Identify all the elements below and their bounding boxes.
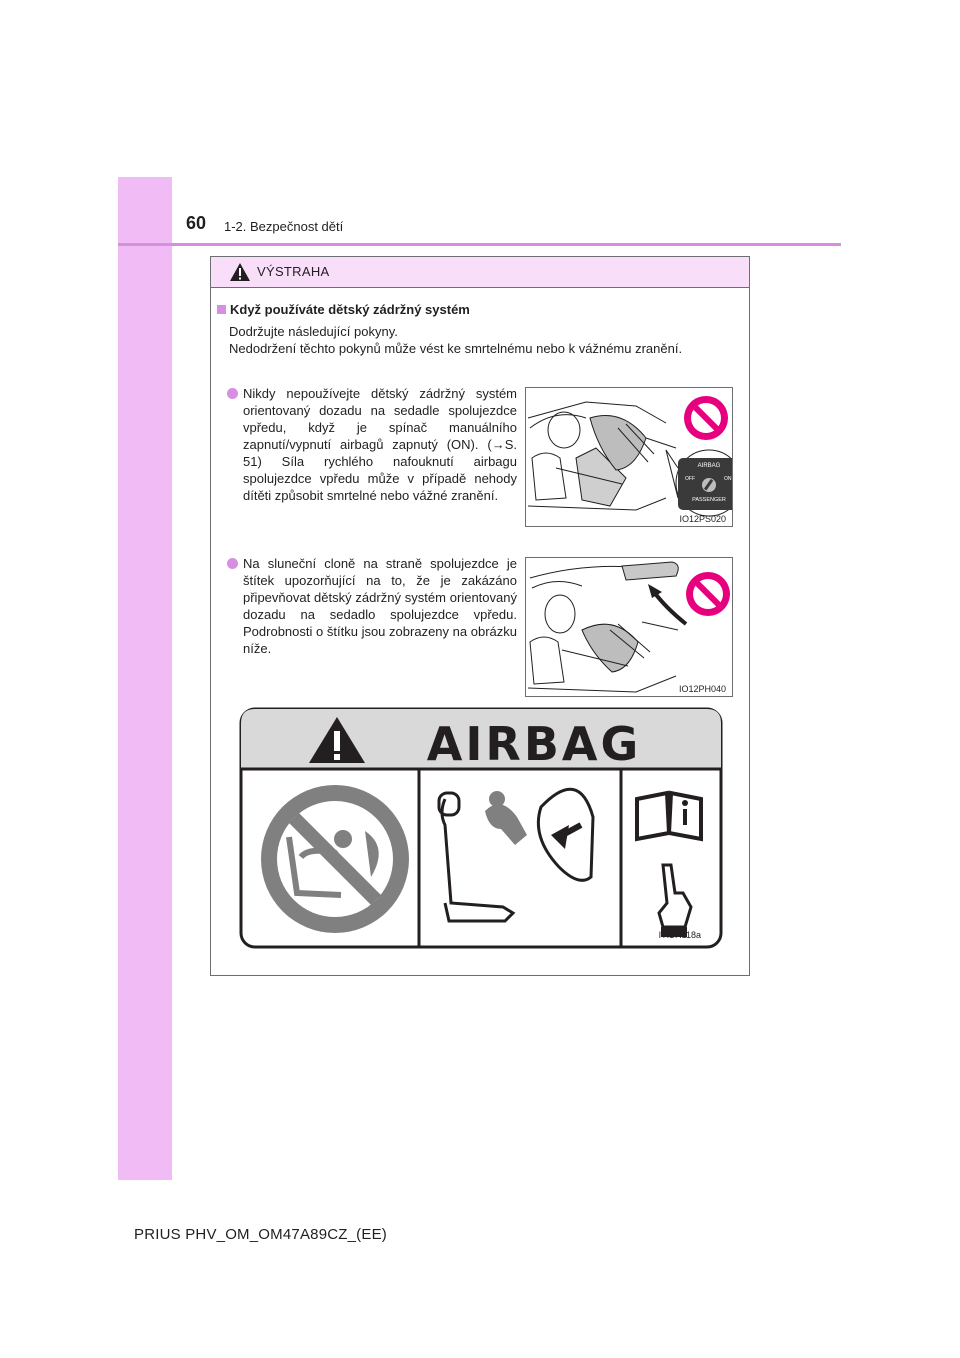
car-sun-visor-illustration xyxy=(526,558,733,697)
footer-doc-code: PRIUS PHV_OM_OM47A89CZ_(EE) xyxy=(134,1226,387,1243)
warning-triangle-icon xyxy=(229,262,251,282)
figure-sun-visor-label-location xyxy=(525,557,733,697)
figure-1-code: IO12PS020 xyxy=(679,514,726,524)
warning-item-1 xyxy=(227,385,517,504)
warning-heading xyxy=(217,302,470,317)
airbag-warning-label xyxy=(239,707,723,952)
warning-item-1-text: Nikdy nepoužívejte dětský zádržný systém orientovaný dozadu na sedadle spolujezdce vpředu, když je spínač manuálního zapnutí/vypnutí airbagů zapnutý (ON). (→S. 51) Síla rychlého nafouknutí airbagu spolujezdce vpředu může v případě nehody dítěti způsobit smrtelné nebo vážné zranění. xyxy=(243,386,517,503)
page-number: 60 xyxy=(186,213,207,233)
airbag-label-illustration xyxy=(239,707,723,952)
chapter-side-tab xyxy=(118,177,172,1180)
panel-airbag-text: AIRBAG xyxy=(697,463,721,469)
warning-item-2 xyxy=(227,555,517,657)
header-rule xyxy=(118,243,841,246)
round-bullet-icon xyxy=(227,388,238,399)
prohibition-sign-icon xyxy=(684,396,728,440)
prohibition-sign-icon xyxy=(686,572,730,616)
no-child-seat-icon xyxy=(261,785,409,933)
warning-label: VÝSTRAHA xyxy=(257,264,330,279)
panel-off-text: OFF xyxy=(685,476,695,482)
car-interior-illustration xyxy=(526,388,733,527)
intro-line-2: Nedodržení těchto pokynů může vést ke smrtelnému nebo k vážnému zranění. xyxy=(229,341,683,356)
label-figure-code: ITI17I118a xyxy=(658,930,701,940)
square-bullet-icon xyxy=(217,305,226,314)
warning-box xyxy=(210,256,750,976)
panel-passenger-text: PASSENGER xyxy=(692,497,726,503)
section-title: 1-2. Bezpečnost dětí xyxy=(224,219,344,234)
warning-intro xyxy=(229,323,743,357)
airbag-switch-panel xyxy=(676,450,733,516)
figure-2-code: IO12PH040 xyxy=(678,684,726,694)
warning-heading-text: Když používáte dětský zádržný systém xyxy=(230,302,470,317)
figure-rear-facing-seat-airbag-on xyxy=(525,387,733,527)
intro-line-1: Dodržujte následující pokyny. xyxy=(229,324,398,339)
round-bullet-icon xyxy=(227,558,238,569)
warning-header xyxy=(211,257,749,288)
airbag-label-title: AIRBAG xyxy=(426,717,642,771)
panel-on-text: ON xyxy=(724,476,732,482)
warning-item-2-text: Na sluneční cloně na straně spolujezdce je štítek upozorňující na to, že je zakázáno připevňovat dětský zádržný systém orientovaný dozadu na sedadlo spolujezdce vpředu. Podrobnosti o štítku jsou zobrazeny na obrázku níže. xyxy=(243,556,517,656)
